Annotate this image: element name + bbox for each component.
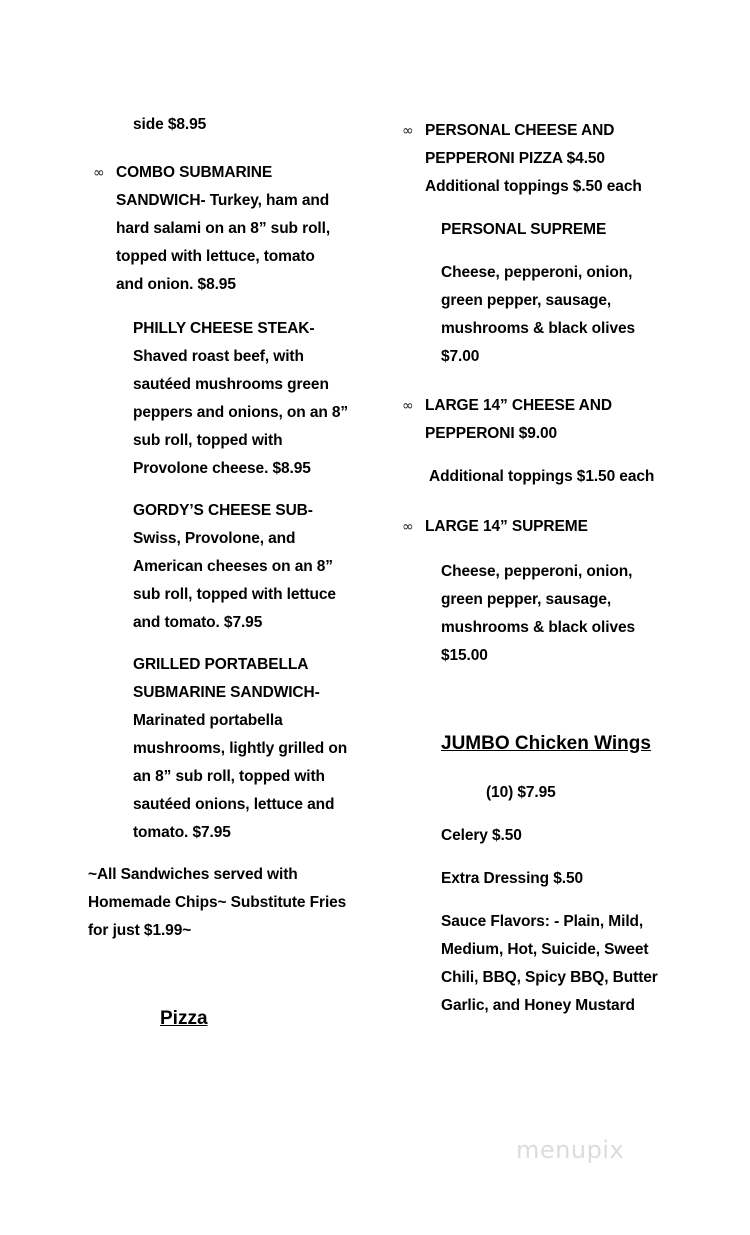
menu-item-gordys xyxy=(133,497,336,637)
item-line: an 8” sub roll, topped with xyxy=(133,768,325,785)
item-line: mushrooms & black olives xyxy=(441,619,635,636)
item-line: Marinated portabella xyxy=(133,712,283,729)
item-line: GORDY’S CHEESE SUB- xyxy=(133,502,313,519)
item-line: sub roll, topped with lettuce xyxy=(133,586,336,603)
pizza-heading: Pizza xyxy=(160,1008,208,1029)
sauce-flavors xyxy=(441,908,658,1020)
item-line: Chili, BBQ, Spicy BBQ, Butter xyxy=(441,969,658,986)
item-line: PHILLY CHEESE STEAK- xyxy=(133,320,315,337)
menu-item-personal-cheese xyxy=(425,117,642,201)
item-line: green pepper, sausage, xyxy=(441,292,612,309)
note-line: for just $1.99~ xyxy=(88,922,192,939)
menu-item-combo-sub xyxy=(116,159,330,299)
item-line: Additional toppings $.50 each xyxy=(425,178,642,195)
large-supreme-desc xyxy=(441,558,635,670)
item-line: sub roll, topped with xyxy=(133,432,283,449)
item-line: American cheeses on an 8” xyxy=(133,558,333,575)
bullet-icon: ∞ xyxy=(402,398,414,414)
item-line: SUBMARINE SANDWICH- xyxy=(133,684,320,701)
item-line: Cheese, pepperoni, onion, xyxy=(441,563,633,580)
item-line: SANDWICH- Turkey, ham and xyxy=(116,192,330,209)
menu-item-large-cheese xyxy=(425,392,612,448)
item-line: Garlic, and Honey Mustard xyxy=(441,997,635,1014)
large-toppings: Additional toppings $1.50 each xyxy=(429,468,655,485)
item-line: GRILLED PORTABELLA xyxy=(133,656,309,673)
item-line: $7.00 xyxy=(441,348,480,365)
item-line: Provolone cheese. $8.95 xyxy=(133,460,311,477)
wings-heading: JUMBO Chicken Wings xyxy=(441,733,651,754)
sandwich-note xyxy=(88,861,346,945)
item-line: topped with lettuce, tomato xyxy=(116,248,315,265)
item-line: and tomato. $7.95 xyxy=(133,614,263,631)
menu-item-portabella xyxy=(133,651,347,847)
extra-dressing-price: Extra Dressing $.50 xyxy=(441,870,583,887)
item-line: Swiss, Provolone, and xyxy=(133,530,296,547)
item-line: peppers and onions, on an 8” xyxy=(133,404,349,421)
item-line: Medium, Hot, Suicide, Sweet xyxy=(441,941,649,958)
item-line: tomato. $7.95 xyxy=(133,824,231,841)
side-price: side $8.95 xyxy=(133,116,207,133)
note-line: Homemade Chips~ Substitute Fries xyxy=(88,894,347,911)
bullet-icon: ∞ xyxy=(93,165,105,181)
menu-item-philly xyxy=(133,315,348,483)
item-line: green pepper, sausage, xyxy=(441,591,612,608)
item-line: PEPPERONI $9.00 xyxy=(425,425,558,442)
item-line: sautéed onions, lettuce and xyxy=(133,796,335,813)
watermark-logo: menupix xyxy=(516,1136,625,1164)
item-line: PERSONAL CHEESE AND xyxy=(425,122,615,139)
item-line: sautéed mushrooms green xyxy=(133,376,329,393)
bullet-icon: ∞ xyxy=(402,519,414,535)
item-line: mushrooms, lightly grilled on xyxy=(133,740,348,757)
large-supreme-title: LARGE 14” SUPREME xyxy=(425,518,588,535)
item-line: mushrooms & black olives xyxy=(441,320,635,337)
item-line: PEPPERONI PIZZA $4.50 xyxy=(425,150,605,167)
item-line: hard salami on an 8” sub roll, xyxy=(116,220,331,237)
note-line: ~All Sandwiches served with xyxy=(88,866,298,883)
item-line: Cheese, pepperoni, onion, xyxy=(441,264,633,281)
item-line: COMBO SUBMARINE xyxy=(116,164,273,181)
item-line: Sauce Flavors: - Plain, Mild, xyxy=(441,913,644,930)
item-line: and onion. $8.95 xyxy=(116,276,236,293)
celery-price: Celery $.50 xyxy=(441,827,522,844)
bullet-icon: ∞ xyxy=(402,123,414,139)
item-line: LARGE 14” CHEESE AND xyxy=(425,397,612,414)
personal-supreme-title: PERSONAL SUPREME xyxy=(441,221,607,238)
item-line: Shaved roast beef, with xyxy=(133,348,304,365)
wings-price: (10) $7.95 xyxy=(486,784,556,801)
item-line: $15.00 xyxy=(441,647,488,664)
personal-supreme-desc xyxy=(441,259,635,371)
